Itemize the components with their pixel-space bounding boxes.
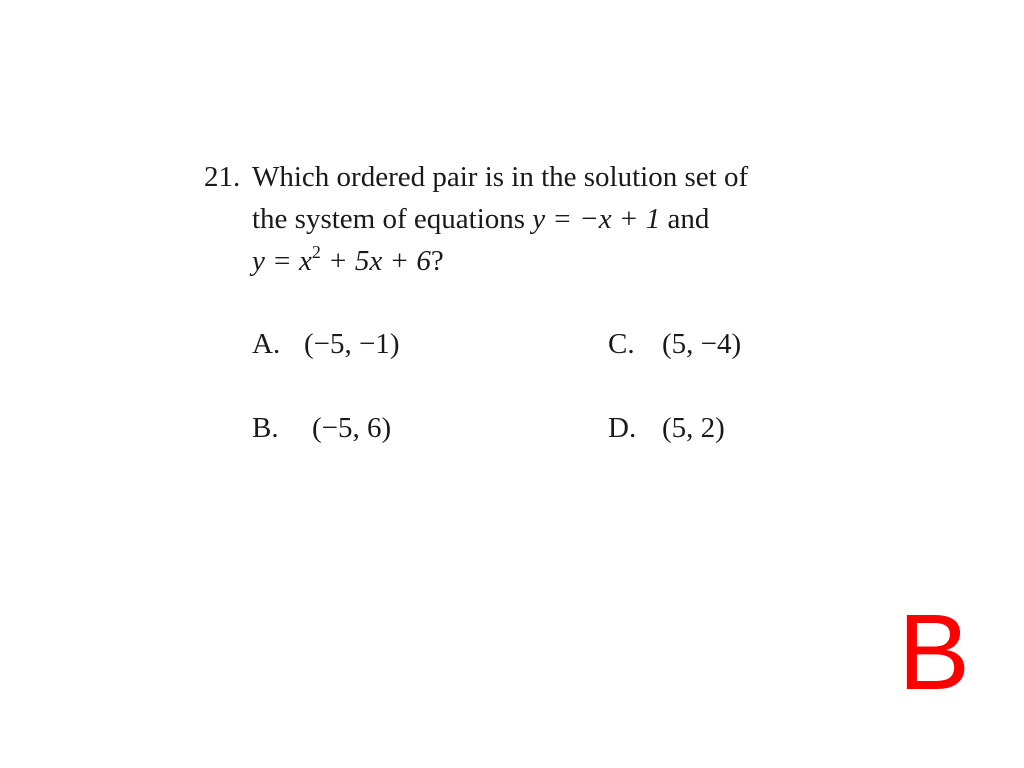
answer-label: B [898,591,971,712]
question-text [252,156,748,282]
choice-c-letter: C. [608,328,635,360]
choice-d [608,408,725,448]
question-line-1: Which ordered pair is in the solution set of [252,161,749,193]
choice-a-letter: A. [252,328,281,360]
question-line-2-suffix: and [660,203,710,235]
choice-a-value: (−5, −1) [304,328,400,360]
choice-d-letter: D. [608,412,637,444]
choice-b-letter: B. [252,412,279,444]
choice-c-value: (5, −4) [662,328,742,360]
choice-b [252,408,391,448]
choice-a [252,324,400,364]
question-line-2 [252,198,748,240]
choice-b-value: (−5, 6) [312,412,392,444]
question-mark: ? [430,245,444,277]
equation-exponent: 2 [311,242,321,262]
question-line-3 [252,240,748,282]
choice-c [608,324,741,364]
question-number: 21. [204,161,241,193]
question-line-2-prefix: the system of equations [252,203,533,235]
equation-quadratic-lhs: y = x [252,245,312,277]
equation-linear: y = −x + 1 [532,203,661,235]
choice-d-value: (5, 2) [662,412,725,444]
equation-quadratic-rhs: + 5x + 6 [320,245,431,277]
